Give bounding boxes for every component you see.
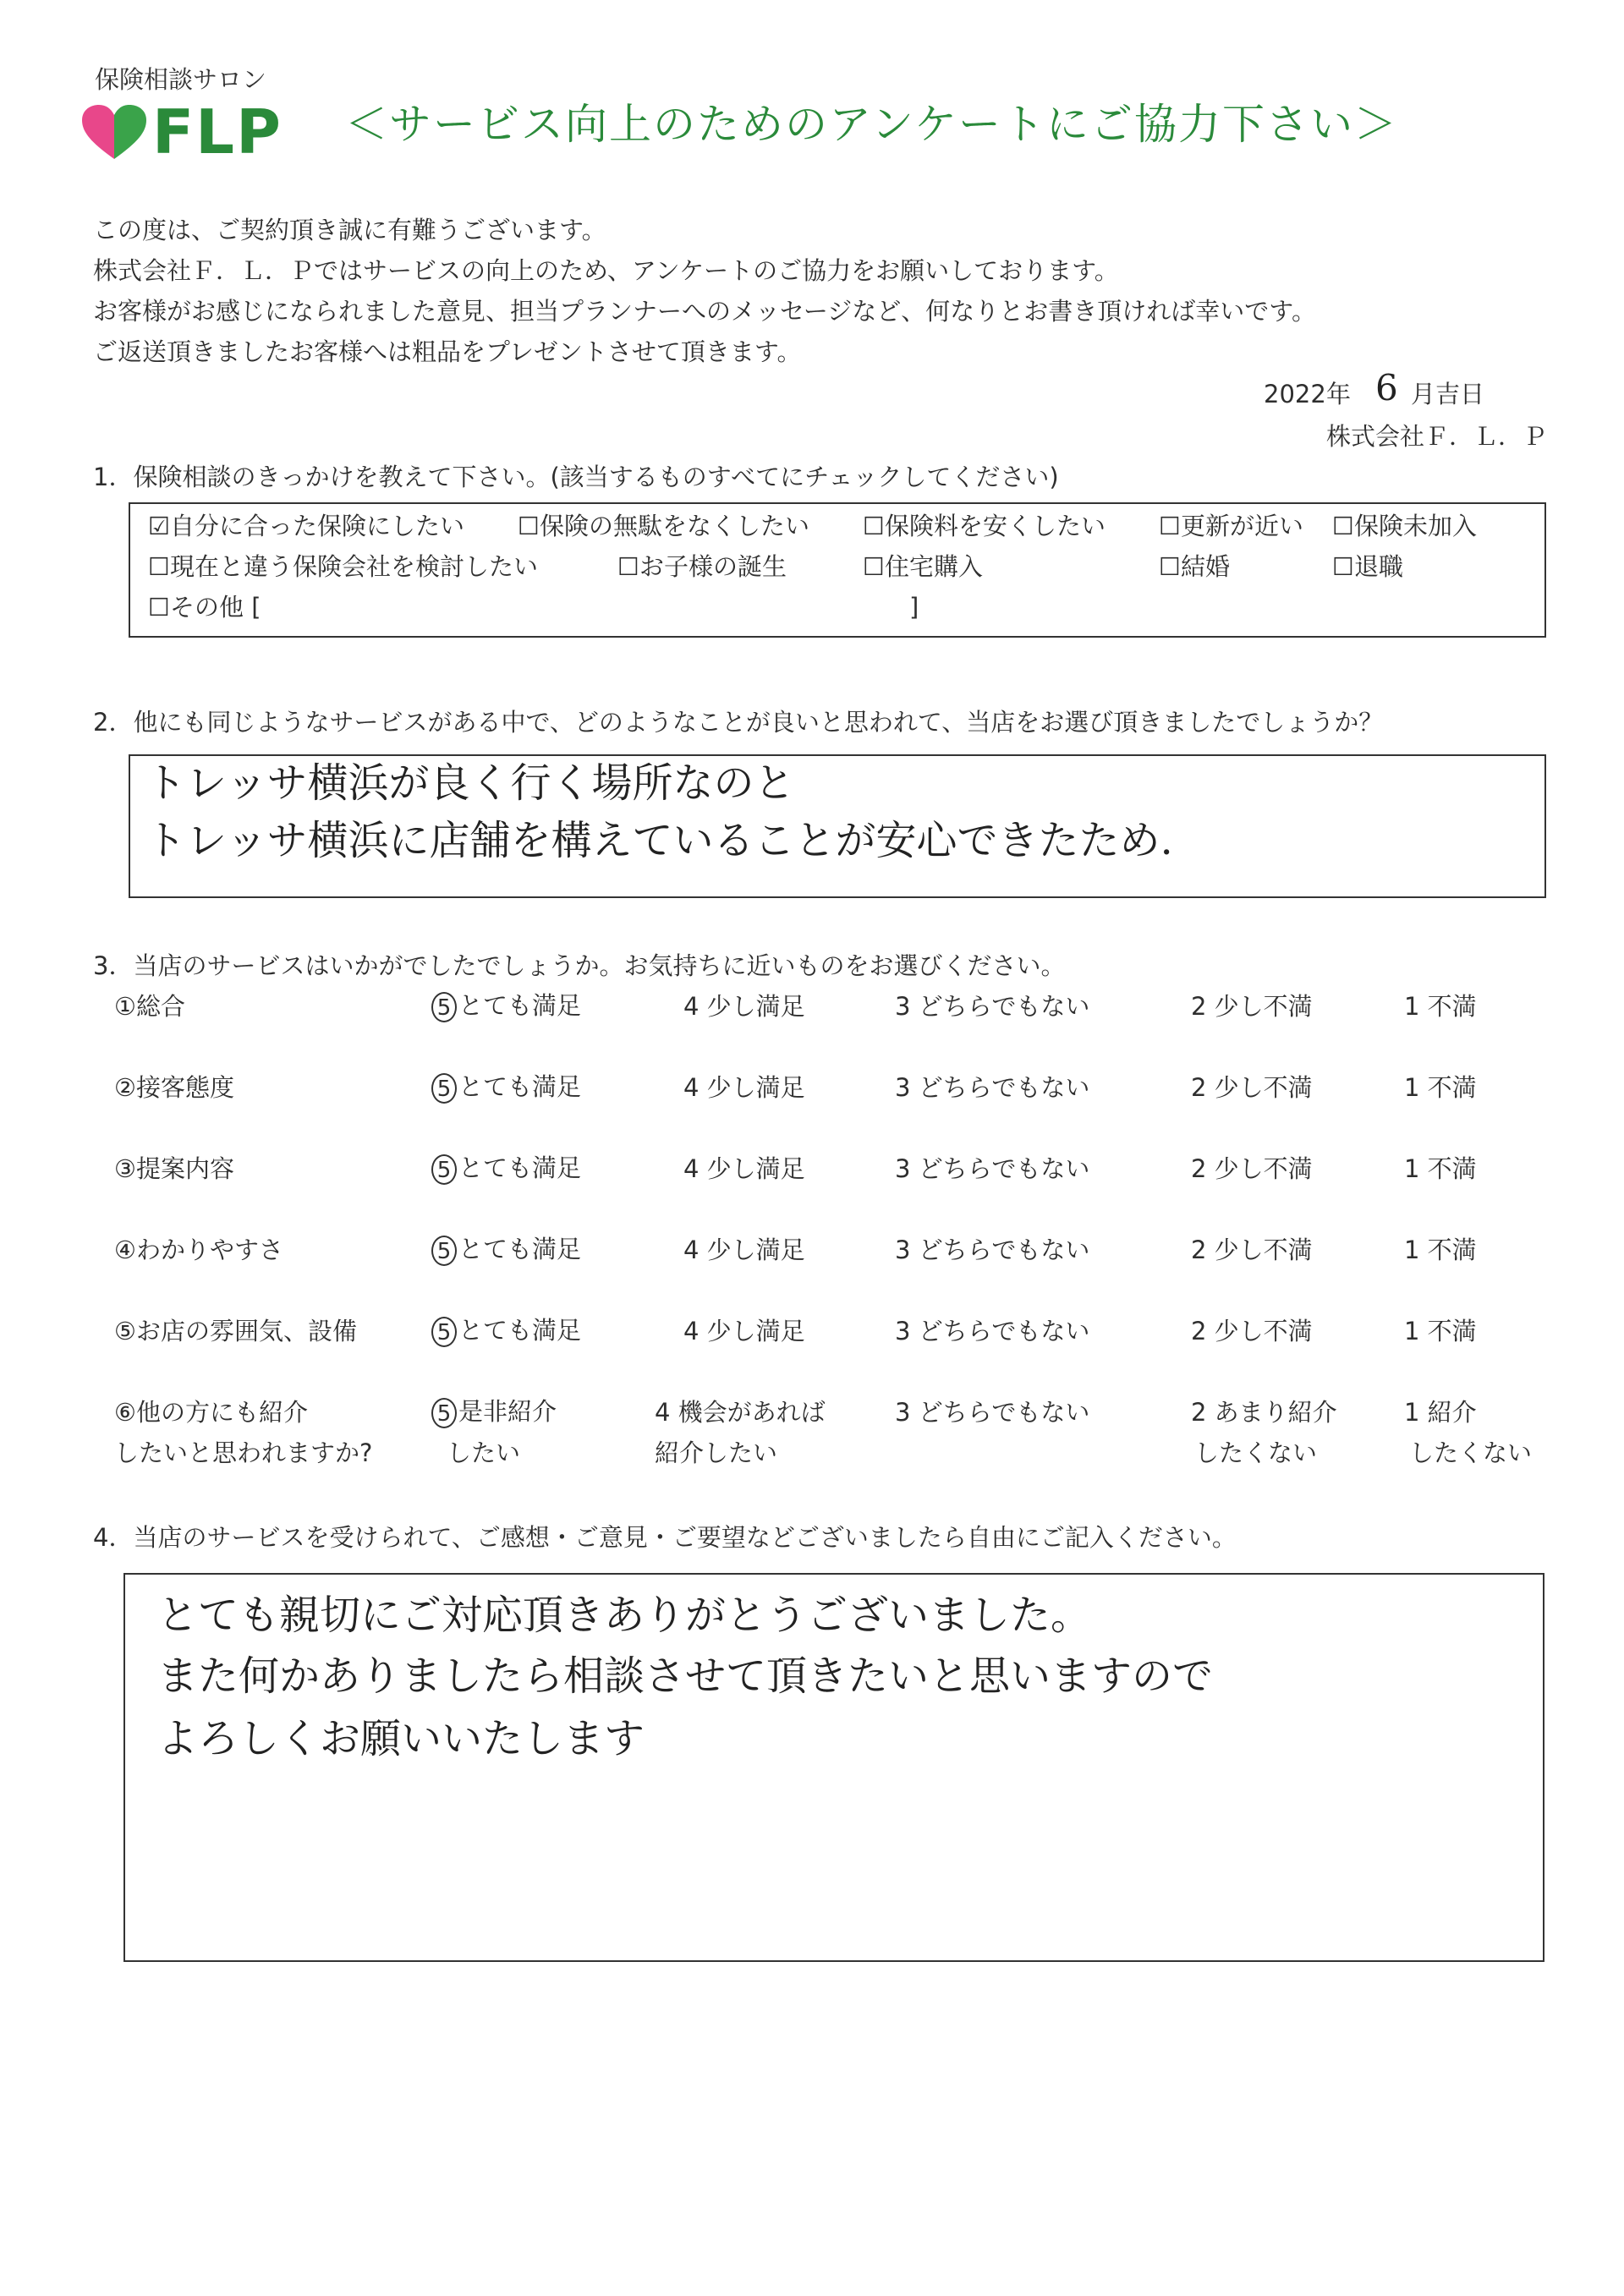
rating-option-3[interactable]: 3 どちらでもない (895, 992, 1090, 1021)
checkbox-other[interactable]: ☐その他 [ (148, 593, 261, 622)
rating-option-5-selected[interactable]: 5 とても満足 (431, 1154, 581, 1185)
checkbox-own-insurance[interactable]: ☑自分に合った保険にしたい (148, 512, 464, 540)
rating-label: ②接客態度 (114, 1073, 234, 1102)
date-month-handwritten: 6 (1375, 367, 1398, 408)
rating-label: ④わかりやすさ (114, 1236, 283, 1264)
checkbox-marriage[interactable]: ☐結婚 (1159, 552, 1230, 581)
rating-option-3[interactable]: 3 どちらでもない (895, 1317, 1090, 1345)
rating-option-1[interactable]: 1 不満 (1404, 1154, 1477, 1183)
q4-question: 4．当店のサービスを受けられて、ご感想・ご意見・ご要望などございましたら自由にご記入ください。 (93, 1523, 1237, 1552)
rating-option-1-cont: したくない (1409, 1438, 1533, 1467)
company-name: 株式会社Ｆ．Ｌ．Ｐ (1326, 422, 1548, 451)
rating-option-2[interactable]: 2 少し不満 (1191, 1236, 1313, 1264)
selected-circle: 5 (431, 1236, 457, 1266)
heart-logo-icon (80, 103, 148, 161)
checkbox-lower-premium[interactable]: ☐保険料を安くしたい (863, 512, 1106, 540)
rating-label: ⑥他の方にも紹介 (114, 1398, 308, 1427)
q2-answer-line: トレッサ横浜に店舗を構えていることが安心できたため. (145, 817, 1173, 864)
selected-circle: 5 (431, 1317, 457, 1347)
checkbox-reduce-waste[interactable]: ☐保険の無駄をなくしたい (518, 512, 809, 540)
checkbox-renewal-near[interactable]: ☐更新が近い (1159, 512, 1303, 540)
rating-option-3[interactable]: 3 どちらでもない (895, 1154, 1090, 1183)
date-year-label: 年 (1326, 380, 1352, 408)
rating-option-5-selected[interactable]: 5 とても満足 (431, 992, 581, 1022)
rating-label: ③提案内容 (114, 1154, 234, 1183)
rating-option-4[interactable]: 4 少し満足 (683, 1073, 805, 1102)
q4-answer-line: よろしくお願いいたします (157, 1715, 645, 1762)
rating-option-2[interactable]: 2 少し不満 (1191, 1073, 1313, 1102)
checkbox-uninsured[interactable]: ☐保険未加入 (1332, 512, 1477, 540)
rating-label-cont: したいと思われますか? (114, 1438, 373, 1467)
rating-option-1[interactable]: 1 不満 (1404, 1317, 1477, 1345)
rating-option-2[interactable]: 2 少し不満 (1191, 1317, 1313, 1345)
rating-option-2[interactable]: 2 あまり紹介 (1191, 1398, 1337, 1427)
rating-option-1[interactable]: 1 不満 (1404, 1073, 1477, 1102)
rating-option-5-selected[interactable]: 5 是非紹介 (431, 1398, 557, 1428)
selected-circle: 5 (431, 1073, 457, 1104)
selected-circle: 5 (431, 1398, 457, 1428)
rating-option-5-selected[interactable]: 5 とても満足 (431, 1317, 581, 1347)
rating-option-5-selected[interactable]: 5 とても満足 (431, 1073, 581, 1104)
rating-option-4-cont: 紹介したい (655, 1438, 778, 1467)
rating-option-2[interactable]: 2 少し不満 (1191, 992, 1313, 1021)
rating-option-2[interactable]: 2 少し不満 (1191, 1154, 1313, 1183)
rating-option-3[interactable]: 3 どちらでもない (895, 1073, 1090, 1102)
rating-option-1[interactable]: 1 紹介 (1404, 1398, 1477, 1427)
rating-label: ①総合 (114, 992, 185, 1021)
q4-answer-line: また何かありましたら相談させて頂きたいと思いますので (157, 1652, 1214, 1700)
rating-option-4[interactable]: 4 機会があれば (655, 1398, 826, 1427)
rating-option-2-cont: したくない (1194, 1438, 1318, 1467)
rating-option-3[interactable]: 3 どちらでもない (895, 1398, 1090, 1427)
rating-option-5-cont: したい (447, 1438, 521, 1467)
rating-label: ⑤お店の雰囲気、設備 (114, 1317, 357, 1345)
logo-wordmark: FLP (152, 96, 283, 167)
rating-option-1[interactable]: 1 不満 (1404, 1236, 1477, 1264)
rating-option-4[interactable]: 4 少し満足 (683, 992, 805, 1021)
checkbox-retirement[interactable]: ☐退職 (1332, 552, 1403, 581)
rating-option-1[interactable]: 1 不満 (1404, 992, 1477, 1021)
intro-line: ご返送頂きましたお客様へは粗品をプレゼントさせて頂きます。 (93, 337, 802, 366)
intro-line: お客様がお感じになられました意見、担当プランナーへのメッセージなど、何なりとお書き頂ければ幸いです。 (93, 297, 1316, 326)
intro-line: 株式会社Ｆ．Ｌ．Ｐではサービスの向上のため、アンケートのご協力をお願いしております。 (93, 256, 1119, 285)
intro-line: この度は、ご契約頂き誠に有難うございます。 (93, 216, 606, 244)
checkbox-other-company[interactable]: ☐現在と違う保険会社を検討したい (148, 552, 538, 581)
selected-circle: 5 (431, 1154, 457, 1185)
q3-question: 3．当店のサービスはいかがでしたでしょうか。お気持ちに近いものをお選びください。 (93, 951, 1066, 980)
other-bracket-close: ] (909, 593, 919, 622)
page-title: ＜サービス向上のためのアンケートにご協力下さい＞ (345, 100, 1398, 149)
logo-caption: 保険相談サロン (95, 65, 267, 94)
date-year: 2022 (1264, 380, 1326, 408)
selected-circle: 5 (431, 992, 457, 1022)
rating-option-4[interactable]: 4 少し満足 (683, 1236, 805, 1264)
rating-option-3[interactable]: 3 どちらでもない (895, 1236, 1090, 1264)
q4-answer-line: とても親切にご対応頂きありがとうございました。 (157, 1592, 1092, 1639)
rating-option-5-selected[interactable]: 5 とても満足 (431, 1236, 581, 1266)
q2-answer-line: トレッサ横浜が良く行く場所なのと (145, 759, 795, 807)
date-month-label: 月吉日 (1411, 380, 1485, 408)
q2-question: 2．他にも同じようなサービスがある中で、どのようなことが良いと思われて、当店をお選び頂きましたでしょうか？ (93, 708, 1384, 737)
checkbox-home-purchase[interactable]: ☐住宅購入 (863, 552, 983, 581)
rating-option-4[interactable]: 4 少し満足 (683, 1154, 805, 1183)
q1-question: 1．保険相談のきっかけを教えて下さい。(該当するものすべてにチェックしてください) (93, 463, 1059, 491)
rating-option-4[interactable]: 4 少し満足 (683, 1317, 805, 1345)
checkbox-child-birth[interactable]: ☐お子様の誕生 (617, 552, 787, 581)
